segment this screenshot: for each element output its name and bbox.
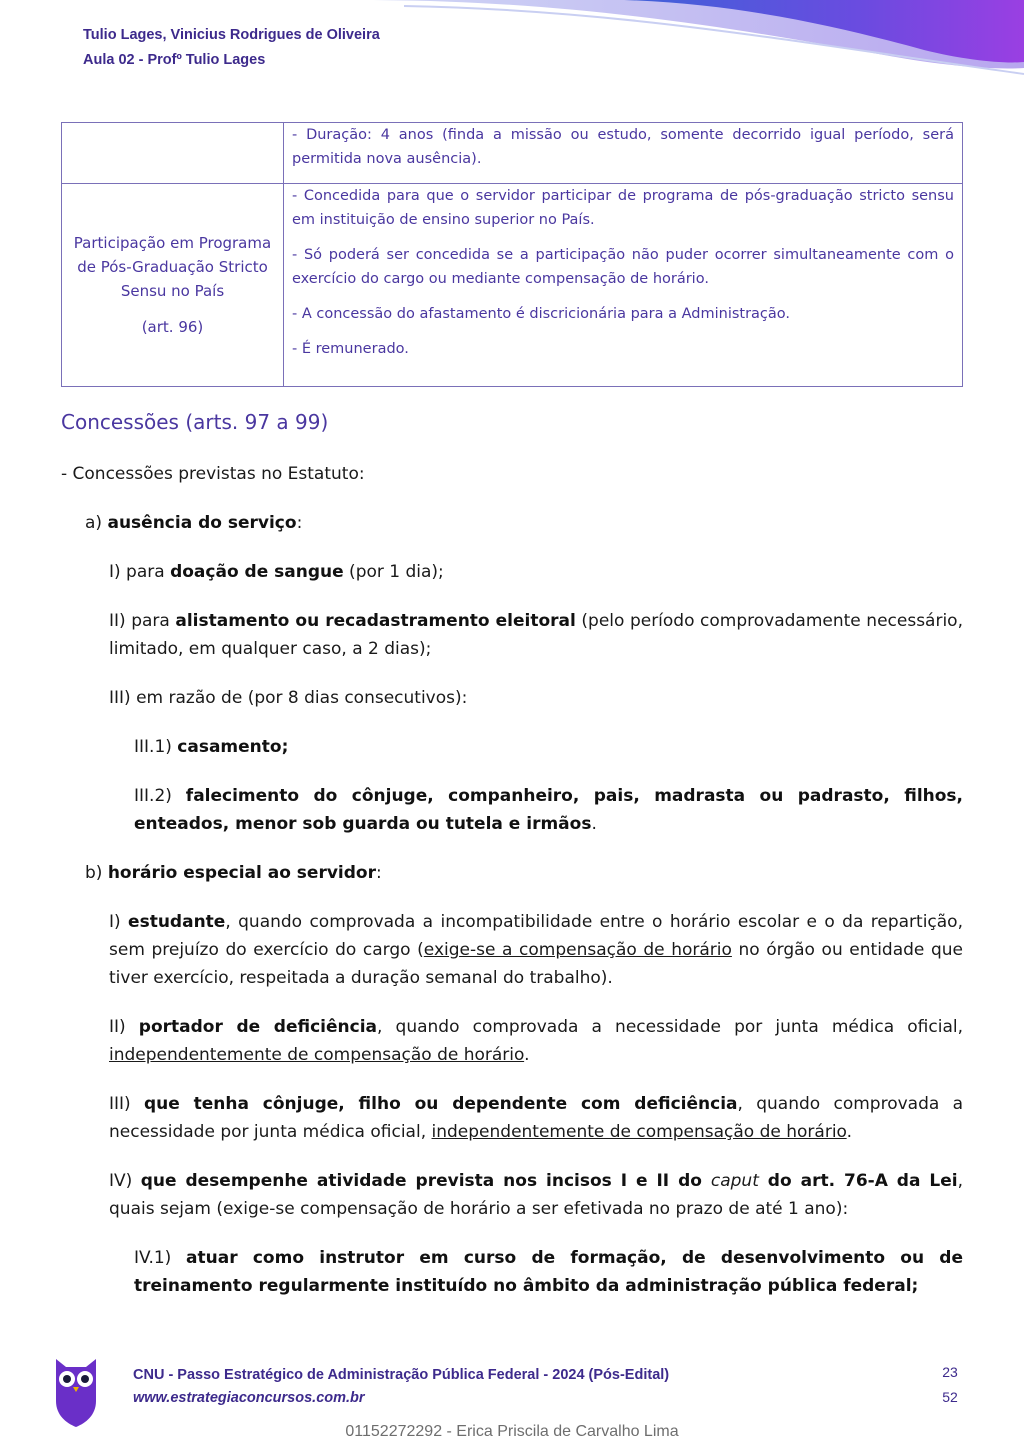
item-a-ii: II) para alistamento ou recadastramento eleitoral (pelo período comprovadamente necessário, limitado, em qualquer caso, a 2 dias); (109, 611, 963, 659)
table-cell-right (284, 123, 963, 184)
owl-logo-icon (52, 1355, 100, 1427)
table-row (62, 123, 963, 184)
afastamentos-table (61, 122, 963, 387)
table-cell-right (284, 184, 963, 387)
item-a-iii-1: III.1) casamento; (134, 737, 289, 757)
program-rule: - Só poderá ser concedida se a participação não puder ocorrer simultaneamente com o exercício do cargo ou mediante compensação de horário. (292, 247, 954, 287)
document-body (61, 460, 963, 1321)
table-row (62, 184, 963, 387)
item-a-iii: III) em razão de (por 8 dias consecutivos): (109, 688, 468, 708)
item-b-iii: III) que tenha cônjuge, filho ou dependente com deficiência, quando comprovada a necessidade por junta médica oficial, independentemente de compensação de horário. (109, 1094, 964, 1142)
footer-watermark: 01152272292 - Erica Priscila de Carvalho Lima (345, 1423, 679, 1440)
footer-website: www.estrategiaconcursos.com.br (133, 1390, 365, 1406)
program-rule: - Concedida para que o servidor participar de programa de pós-graduação stricto sensu em instituição de ensino superior no País. (292, 188, 954, 228)
table-cell-left (62, 123, 284, 184)
item-a: a) ausência do serviço: (85, 513, 303, 533)
program-title: Participação em Programa de Pós-Graduação Stricto Sensu no País (73, 234, 272, 300)
item-b-i: I) estudante, quando comprovada a incompatibilidade entre o horário escolar e o da repartição, sem prejuízo do exercício do cargo (exige-se a compensação de horário no órgão ou entidade que tiver exercício, respeitada a duração semanal do trabalho). (109, 912, 963, 988)
header-swoosh-decoration (324, 0, 1024, 80)
item-b-ii: II) portador de deficiência, quando comprovada a necessidade por junta médica oficial, independentemente de compensação de horário. (109, 1017, 963, 1065)
header-authors: Tulio Lages, Vinicius Rodrigues de Oliveira (83, 27, 380, 43)
item-b: b) horário especial ao servidor: (85, 863, 382, 883)
footer-course-title: CNU - Passo Estratégico de Administração Pública Federal - 2024 (Pós-Edital) (133, 1367, 670, 1383)
item-a-iii-2: III.2) falecimento do cônjuge, companheiro, pais, madrasta ou padrasto, filhos, enteados, menor sob guarda ou tutela e irmãos. (134, 786, 963, 834)
program-article: (art. 96) (141, 318, 204, 336)
item-a-i: I) para doação de sangue (por 1 dia); (109, 562, 444, 582)
table-cell-left (62, 184, 284, 387)
section-title: Concessões (arts. 97 a 99) (61, 410, 329, 434)
page-number: 23 (942, 1364, 958, 1380)
intro-paragraph: - Concessões previstas no Estatuto: (61, 464, 365, 484)
item-b-iv-1: IV.1) atuar como instrutor em curso de formação, de desenvolvimento ou de treinamento regularmente instituído no âmbito da administração pública federal; (134, 1248, 963, 1296)
program-rule: - A concessão do afastamento é discricionária para a Administração. (292, 306, 791, 322)
duration-text: - Duração: 4 anos (finda a missão ou estudo, somente decorrido igual período, será permitida nova ausência). (292, 127, 954, 167)
header-lesson: Aula 02 - Profº Tulio Lages (83, 52, 266, 68)
item-b-iv: IV) que desempenhe atividade prevista nos incisos I e II do caput do art. 76-A da Lei, quais sejam (exige-se compensação de horário a ser efetivada no prazo de até 1 ano): (109, 1171, 963, 1219)
page-total: 52 (942, 1389, 958, 1405)
program-rule: - É remunerado. (292, 341, 409, 357)
